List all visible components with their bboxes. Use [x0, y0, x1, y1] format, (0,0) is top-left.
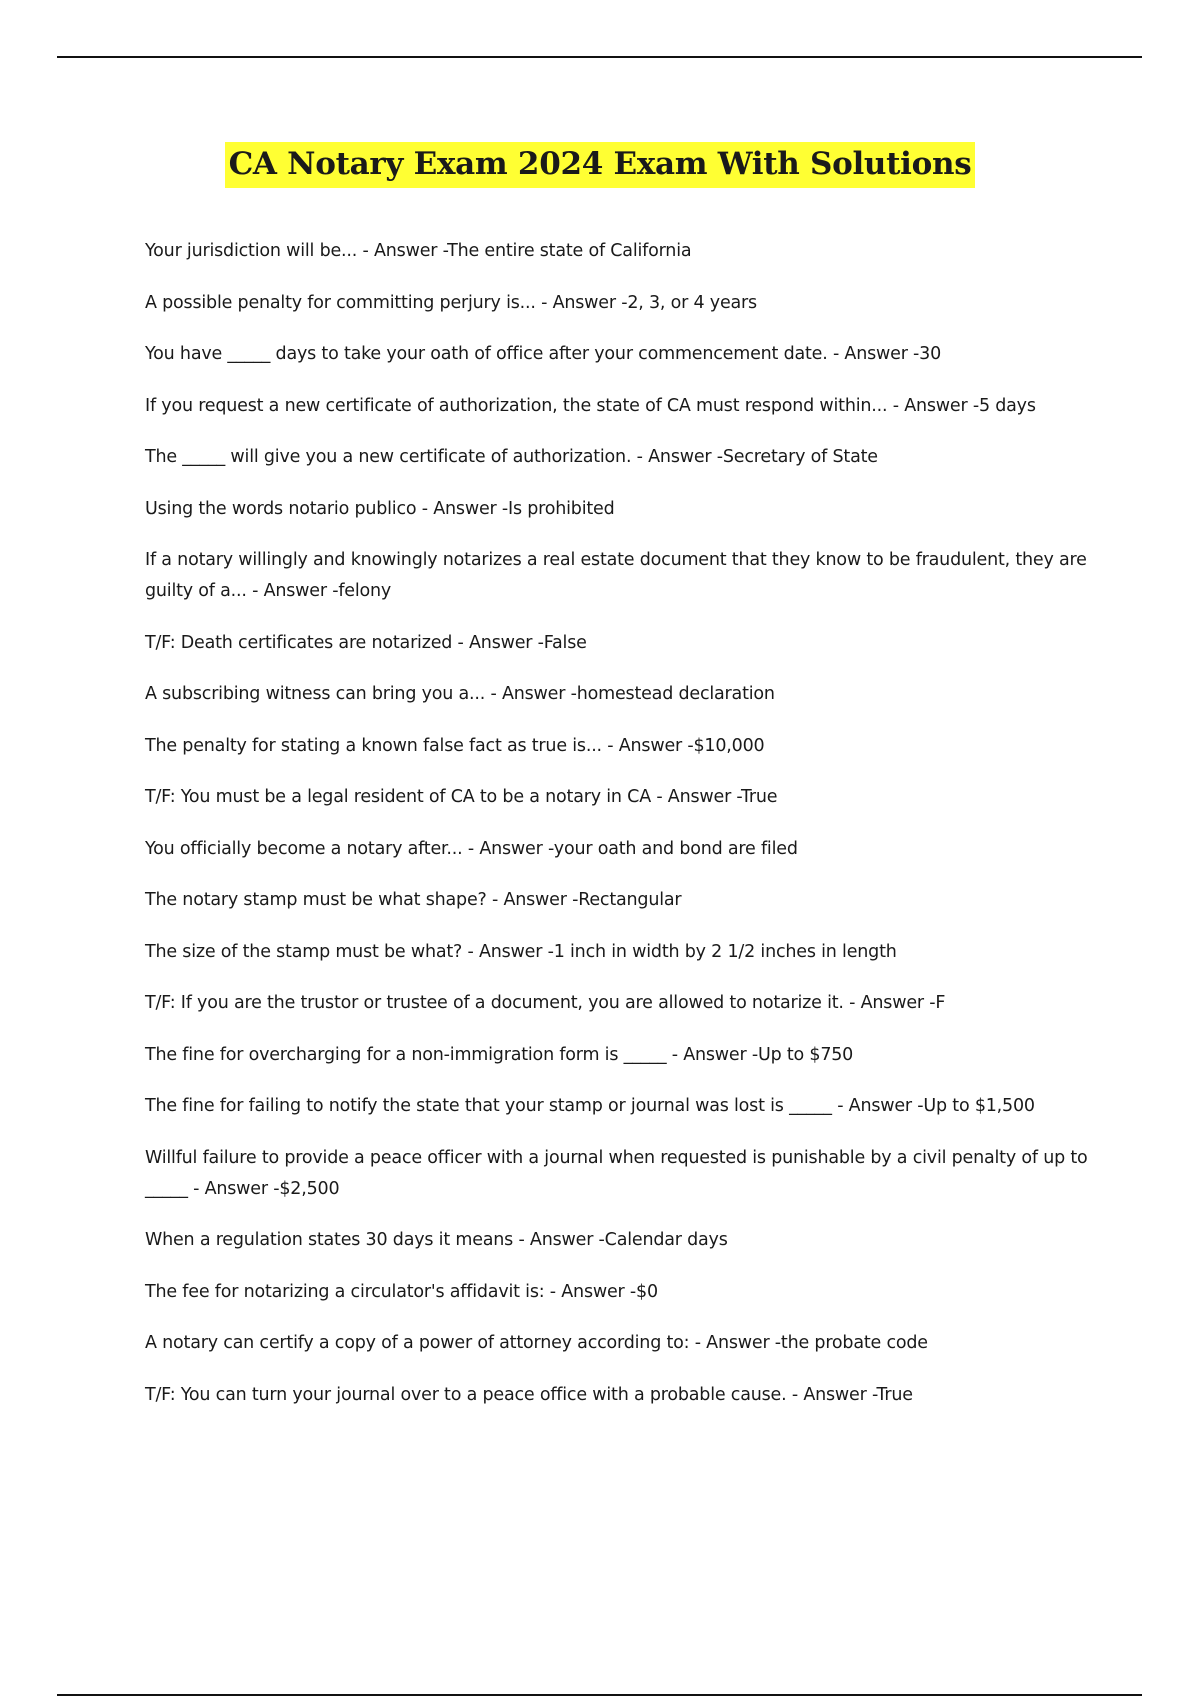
answer-separator: - Answer - — [601, 735, 694, 756]
top-divider — [57, 56, 1142, 58]
question-text: The fine for failing to notify the state that your stamp or journal was lost is _____ — [145, 1096, 832, 1116]
qa-item — [145, 937, 1090, 968]
qa-item — [145, 1380, 1090, 1411]
question-text: The penalty for stating a known false fact as true is... — [145, 735, 602, 756]
question-text: The notary stamp must be what shape? — [145, 890, 487, 910]
answer-text: 30 — [919, 344, 942, 364]
answer-separator: - Answer - — [357, 241, 448, 261]
question-text: T/F: Death certificates are notarized — [145, 632, 453, 653]
qa-item — [145, 885, 1090, 916]
answer-separator: - Answer - — [831, 1096, 924, 1116]
question-text: A subscribing witness can bring you a... — [145, 684, 486, 704]
qa-item — [145, 782, 1090, 813]
qa-item — [145, 628, 1090, 659]
answer-text: True — [876, 1384, 913, 1405]
answer-separator: - Answer - — [513, 1230, 605, 1250]
question-text: You have _____ days to take your oath of office after your commencement date. — [145, 344, 828, 364]
answer-separator: - Answer - — [786, 1384, 877, 1405]
answer-text: Rectangular — [578, 890, 682, 910]
answer-separator: - Answer - — [416, 498, 508, 519]
answer-separator: - Answer - — [452, 632, 544, 653]
qa-item — [145, 442, 1090, 473]
question-text: If you request a new certificate of authorization, the state of CA must respond within... — [145, 395, 888, 416]
question-text: T/F: You can turn your journal over to a peace office with a probable cause. — [145, 1384, 787, 1405]
answer-text: Up to $750 — [757, 1044, 854, 1065]
question-text: You officially become a notary after... — [145, 838, 463, 859]
question-text: The fee for notarizing a circulator's affidavit is: — [145, 1281, 545, 1302]
bottom-divider — [57, 1694, 1142, 1696]
answer-text: $10,000 — [693, 735, 765, 756]
qa-item — [145, 1143, 1090, 1205]
qa-item — [145, 731, 1090, 762]
qa-item — [145, 236, 1090, 267]
qa-item — [145, 988, 1090, 1019]
title-container — [0, 142, 1200, 188]
answer-text: Calendar days — [604, 1230, 728, 1250]
answer-text: 5 days — [978, 395, 1036, 416]
answer-text: True — [740, 787, 778, 807]
answer-text: $2,500 — [279, 1178, 340, 1199]
answer-separator: - Answer - — [246, 581, 339, 601]
answer-separator: - Answer - — [689, 1333, 781, 1353]
answer-text: 2, 3, or 4 years — [627, 292, 757, 313]
answer-text: $0 — [636, 1281, 658, 1302]
answer-text: felony — [338, 581, 392, 601]
answer-separator: - Answer - — [462, 838, 554, 859]
answer-text: False — [543, 632, 587, 653]
question-text: Willful failure to provide a peace officer with a journal when requested is punishable by a civil penalty of up to _____ — [145, 1147, 1088, 1199]
qa-item — [145, 391, 1090, 422]
answer-separator: - Answer - — [650, 787, 741, 807]
answer-text: your oath and bond are filed — [553, 838, 798, 859]
answer-separator: - Answer - — [843, 993, 936, 1013]
answer-separator: - Answer - — [887, 395, 979, 416]
question-text: The fine for overcharging for a non-immigration form is _____ — [145, 1044, 667, 1065]
qa-list — [145, 236, 1090, 1431]
answer-separator: - Answer - — [544, 1281, 637, 1302]
answer-separator: - Answer - — [187, 1178, 280, 1199]
question-text: When a regulation states 30 days it means — [145, 1230, 514, 1250]
question-text: The size of the stamp must be what? — [145, 941, 463, 962]
question-text: A notary can certify a copy of a power of attorney according to: — [145, 1333, 690, 1353]
answer-separator: - Answer - — [486, 890, 579, 910]
qa-item — [145, 494, 1090, 525]
answer-separator: - Answer - — [666, 1044, 758, 1065]
qa-item — [145, 1328, 1090, 1359]
question-text: Your jurisdiction will be... — [145, 241, 358, 261]
answer-text: Secretary of State — [722, 447, 878, 467]
page-title: CA Notary Exam 2024 Exam With Solutions — [225, 142, 976, 188]
answer-text: 1 inch in width by 2 1/2 inches in length — [553, 941, 897, 962]
qa-item — [145, 1091, 1090, 1122]
question-text: The _____ will give you a new certificate of authorization. — [145, 447, 632, 467]
answer-separator: - Answer - — [535, 292, 628, 313]
question-text: T/F: If you are the trustor or trustee of a document, you are allowed to notarize it. — [145, 993, 844, 1013]
qa-item — [145, 288, 1090, 319]
answer-text: Up to $1,500 — [923, 1096, 1035, 1116]
question-text: Using the words notario publico — [145, 498, 417, 519]
qa-item — [145, 1277, 1090, 1308]
qa-item — [145, 1040, 1090, 1071]
answer-text: The entire state of California — [447, 241, 692, 261]
answer-separator: - Answer - — [462, 941, 554, 962]
question-text: T/F: You must be a legal resident of CA to be a notary in CA — [145, 787, 651, 807]
qa-item — [145, 679, 1090, 710]
answer-text: F — [935, 993, 946, 1013]
answer-text: Is prohibited — [507, 498, 615, 519]
answer-separator: - Answer - — [827, 344, 920, 364]
qa-item — [145, 834, 1090, 865]
answer-separator: - Answer - — [631, 447, 723, 467]
qa-item — [145, 339, 1090, 370]
answer-text: the probate code — [780, 1333, 928, 1353]
answer-text: homestead declaration — [576, 684, 775, 704]
question-text: A possible penalty for committing perjury is... — [145, 292, 536, 313]
qa-item — [145, 545, 1090, 607]
answer-separator: - Answer - — [485, 684, 577, 704]
qa-item — [145, 1225, 1090, 1256]
question-text: If a notary willingly and knowingly notarizes a real estate document that they know to be fraudulent, they are guilty of a... — [145, 550, 1087, 601]
